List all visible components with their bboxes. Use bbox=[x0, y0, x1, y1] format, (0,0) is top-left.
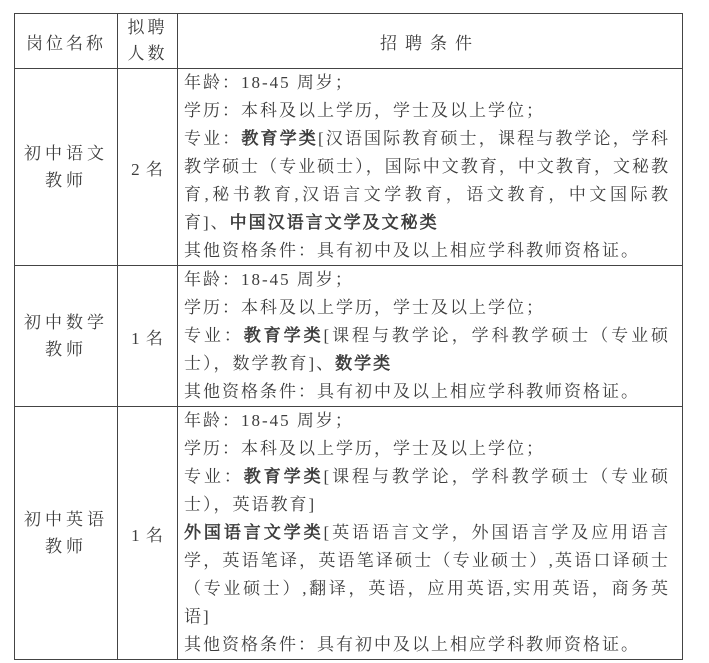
position-cell bbox=[15, 266, 118, 407]
condition-text: 其他资格条件：具有初中及以上相应学科教师资格证。 bbox=[184, 382, 640, 401]
condition-text: 年龄：18-45 周岁； bbox=[184, 73, 354, 92]
condition-text: [英语语言文学，外国语言学及应用语言学，英语笔译，英语笔译硕士（专业硕士）,英语口译硕士（专业硕士）,翻译，英语，应用英语,实用英语，商务英语] bbox=[184, 523, 670, 626]
count-cell: 2 名 bbox=[118, 69, 178, 266]
conditions-cell bbox=[178, 266, 683, 407]
condition-category-bold: 教育学类 bbox=[243, 467, 324, 486]
condition-text: 其他资格条件：具有初中及以上相应学科教师资格证。 bbox=[184, 241, 640, 260]
condition-text: 专业： bbox=[184, 326, 244, 345]
condition-line bbox=[184, 237, 670, 265]
recruitment-table bbox=[14, 13, 683, 660]
condition-text: 学历：本科及以上学历，学士及以上学位； bbox=[184, 101, 545, 120]
condition-line bbox=[184, 266, 670, 294]
header-conditions-label: 招聘条件 bbox=[380, 33, 480, 53]
condition-text: 学历：本科及以上学历，学士及以上学位； bbox=[184, 439, 545, 458]
table-row bbox=[15, 266, 683, 407]
condition-category-bold: 中国汉语言文学及文秘类 bbox=[229, 213, 439, 232]
condition-category-bold: 数学类 bbox=[335, 354, 393, 373]
condition-line bbox=[184, 97, 670, 125]
position-label: 初中英语教师 bbox=[24, 510, 108, 556]
condition-line bbox=[184, 69, 670, 97]
condition-line bbox=[184, 294, 670, 322]
header-conditions bbox=[178, 14, 683, 69]
condition-line bbox=[184, 435, 670, 463]
condition-line bbox=[184, 125, 670, 237]
conditions-cell bbox=[178, 69, 683, 266]
table-header-row bbox=[15, 14, 683, 69]
table-row bbox=[15, 407, 683, 660]
condition-text: 学历：本科及以上学历，学士及以上学位； bbox=[184, 298, 545, 317]
header-count-label: 拟聘人数 bbox=[127, 18, 168, 63]
condition-text: 专业： bbox=[184, 467, 244, 486]
condition-category-bold: 教育学类 bbox=[243, 326, 324, 345]
condition-text: 年龄：18-45 周岁； bbox=[184, 411, 354, 430]
condition-line bbox=[184, 378, 670, 406]
condition-text: [课程与教学论，学科教学硕士（专业硕士），数学教育]、 bbox=[184, 326, 671, 373]
header-count bbox=[118, 14, 178, 69]
condition-line bbox=[184, 519, 670, 631]
condition-text: [汉语国际教育硕士，课程与教学论，学科教学硕士（专业硕士），国际中文教育，中文教育，文秘教育,秘书教育,汉语言文学教育，语文教育，中文国际教育]、 bbox=[184, 129, 671, 232]
condition-text: 其他资格条件：具有初中及以上相应学科教师资格证。 bbox=[184, 635, 640, 654]
header-position bbox=[15, 14, 118, 69]
count-cell: 1 名 bbox=[118, 266, 178, 407]
table-row bbox=[15, 69, 683, 266]
condition-line bbox=[184, 463, 670, 519]
count-cell: 1 名 bbox=[118, 407, 178, 660]
position-cell bbox=[15, 407, 118, 660]
position-cell bbox=[15, 69, 118, 266]
condition-line bbox=[184, 322, 670, 378]
condition-category-bold: 外国语言文学类 bbox=[184, 523, 324, 542]
condition-line bbox=[184, 407, 670, 435]
condition-text: 专业： bbox=[184, 129, 242, 148]
condition-line bbox=[184, 631, 670, 659]
position-label: 初中语文教师 bbox=[24, 144, 108, 190]
condition-text: 年龄：18-45 周岁； bbox=[184, 270, 354, 289]
condition-text: [课程与教学论，学科教学硕士（专业硕士），英语教育] bbox=[184, 467, 671, 514]
condition-category-bold: 教育学类 bbox=[241, 129, 318, 148]
position-label: 初中数学教师 bbox=[24, 313, 108, 359]
conditions-cell bbox=[178, 407, 683, 660]
header-position-label: 岗位名称 bbox=[26, 33, 106, 53]
